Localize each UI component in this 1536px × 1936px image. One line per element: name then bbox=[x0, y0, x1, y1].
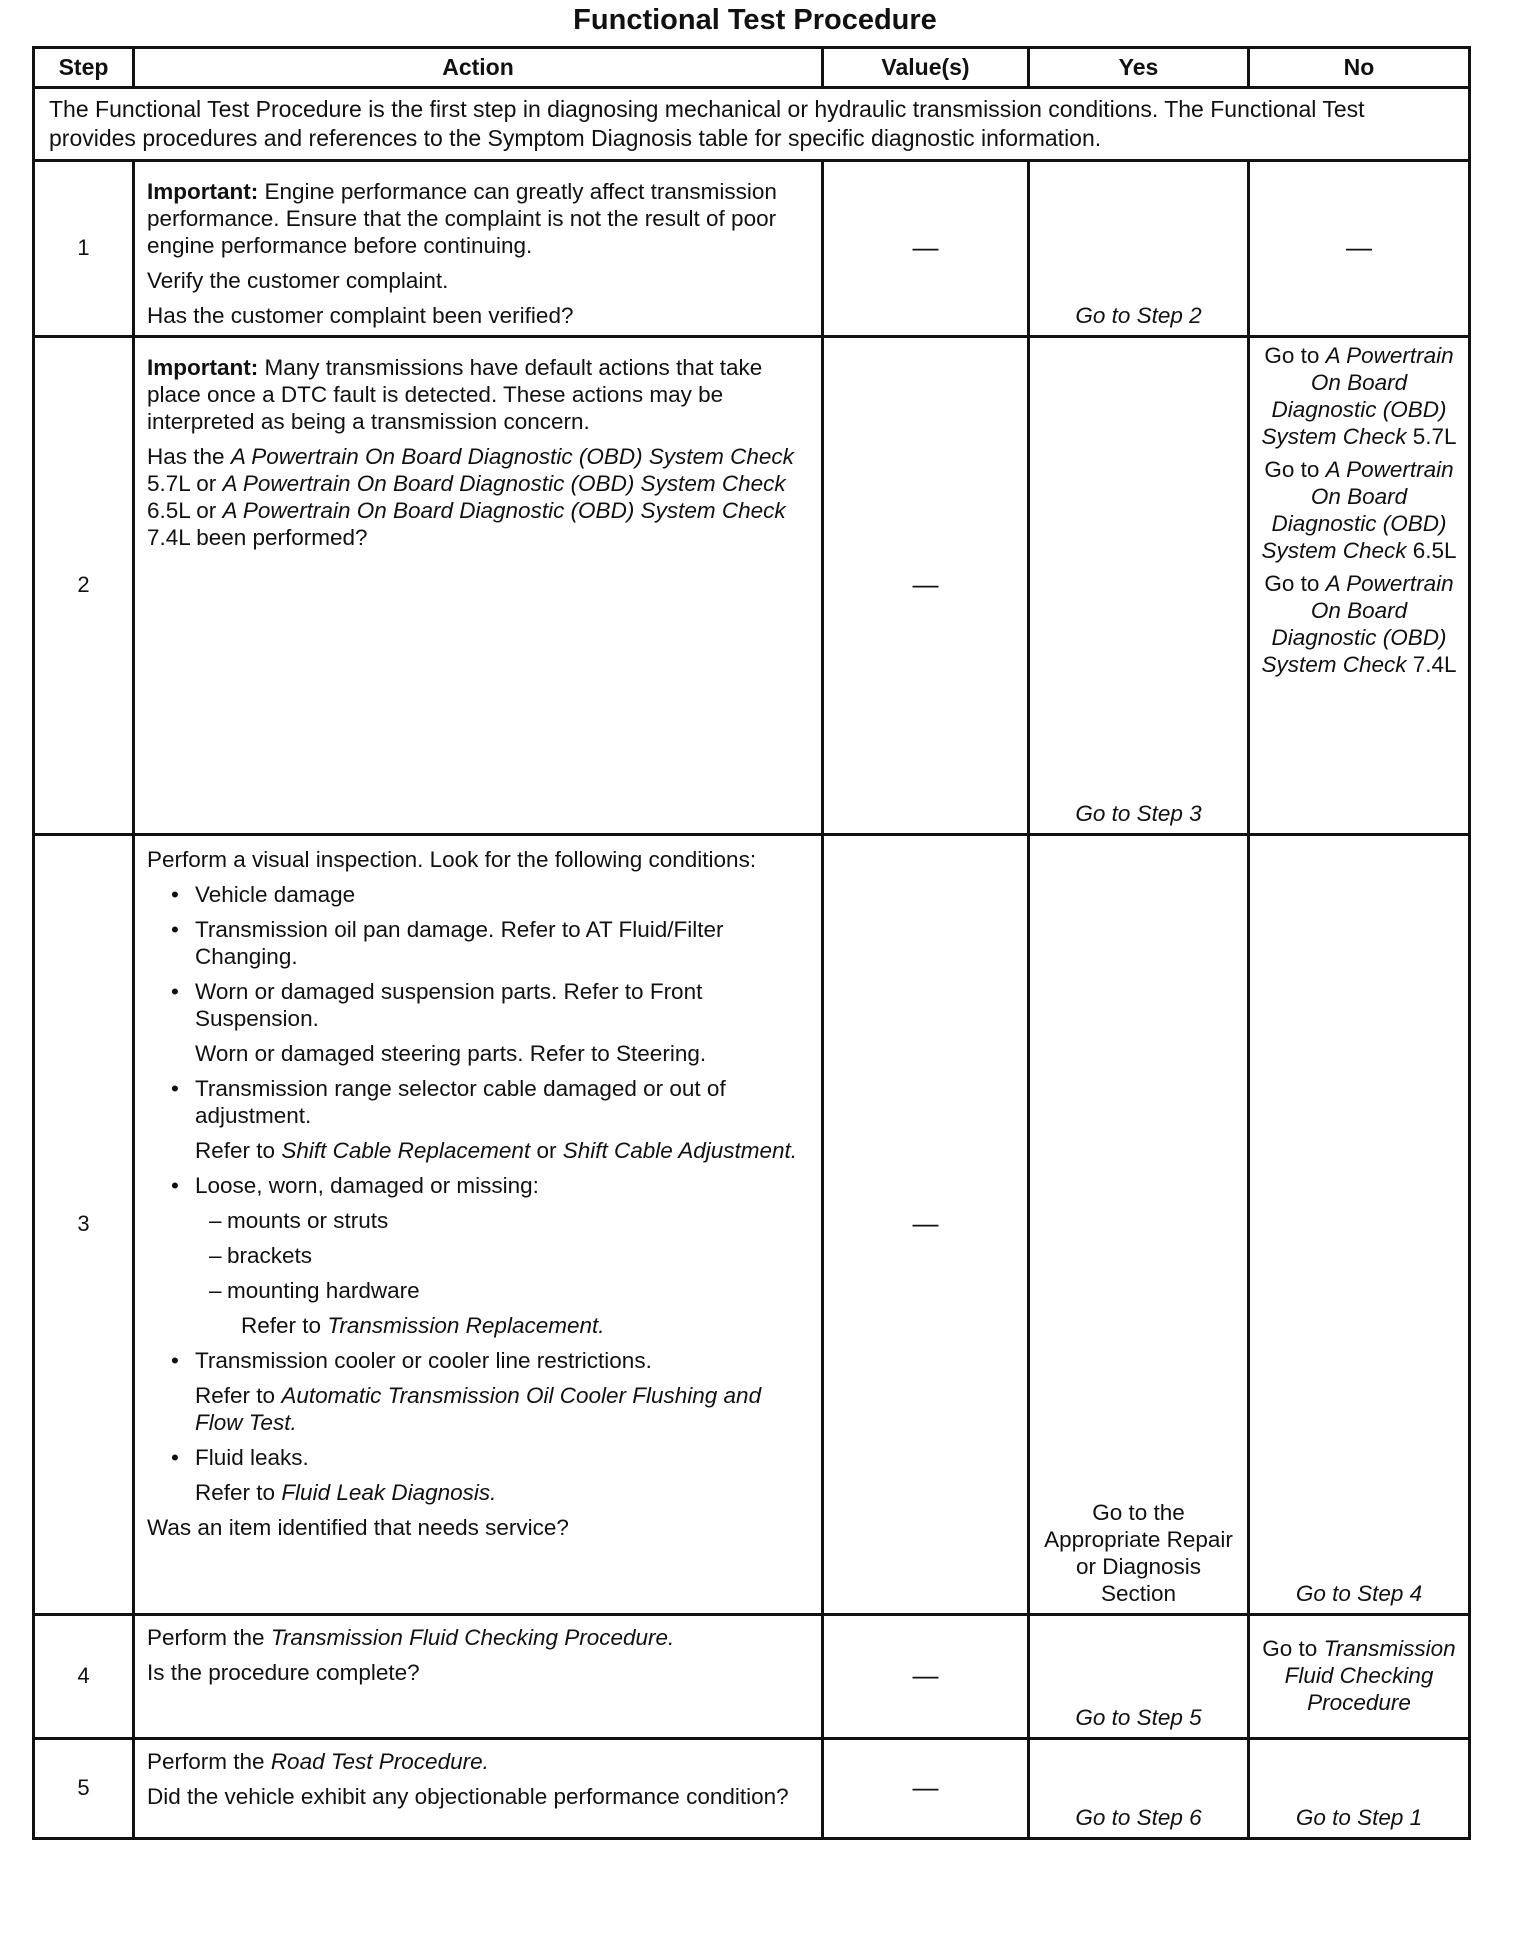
step-number: 1 bbox=[34, 160, 134, 336]
yes-cell bbox=[1029, 1738, 1249, 1838]
no-cell bbox=[1249, 834, 1470, 1614]
header-row bbox=[34, 48, 1470, 88]
intro-text: The Functional Test Procedure is the first step in diagnosing mechanical or hydraulic transmission conditions. The Functional Test provides procedures and references to the Symptom Diagnosis table for specific diagnostic information. bbox=[34, 88, 1470, 161]
yes-link[interactable]: Go to Step 2 bbox=[1075, 302, 1202, 328]
question-prefix: Has the bbox=[147, 443, 225, 469]
table-row bbox=[34, 834, 1470, 1614]
list-item: • Loose, worn, damaged or missing: bbox=[147, 1172, 809, 1199]
action-text: Perform the bbox=[147, 1748, 265, 1774]
list-note: Refer to Shift Cable Replacement or Shift Cable Adjustment. bbox=[195, 1137, 798, 1163]
table-row bbox=[34, 160, 1470, 336]
list-item: • Fluid leaks. bbox=[147, 1444, 809, 1471]
yes-cell bbox=[1029, 336, 1249, 834]
action-cell bbox=[134, 160, 823, 336]
action-text: Perform the bbox=[147, 1624, 265, 1650]
action-question: Is the procedure complete? bbox=[147, 1659, 420, 1685]
sub-list-item: – mounting hardware bbox=[147, 1277, 809, 1304]
list-note: Refer to Transmission Replacement. bbox=[241, 1312, 605, 1338]
list-item: • Transmission cooler or cooler line restrictions. bbox=[147, 1347, 809, 1374]
no-link[interactable]: Go to Step 1 bbox=[1295, 1804, 1423, 1830]
step-number: 4 bbox=[34, 1614, 134, 1738]
yes-cell bbox=[1029, 160, 1249, 336]
action-cell bbox=[134, 336, 823, 834]
page-title: Functional Test Procedure bbox=[573, 4, 937, 36]
action-question: Was an item identified that needs service? bbox=[147, 1514, 569, 1540]
question-text: 6.5L or bbox=[147, 497, 217, 523]
list-item: • Transmission range selector cable damaged or out of adjustment. bbox=[147, 1075, 809, 1129]
action-question: Did the vehicle exhibit any objectionable performance condition? bbox=[147, 1783, 789, 1809]
no-cell: — bbox=[1249, 160, 1470, 336]
action-cell bbox=[134, 1614, 823, 1738]
question-text: 7.4L been performed? bbox=[147, 524, 368, 550]
reference-link[interactable]: Road Test Procedure. bbox=[270, 1748, 489, 1774]
table-row bbox=[34, 336, 1470, 834]
list-note: Refer to Fluid Leak Diagnosis. bbox=[195, 1479, 497, 1505]
procedure-table bbox=[32, 46, 1471, 1840]
action-cell bbox=[134, 1738, 823, 1838]
no-cell bbox=[1249, 1738, 1470, 1838]
table-row bbox=[34, 1738, 1470, 1838]
value-cell: — bbox=[823, 1738, 1029, 1838]
value-cell: — bbox=[823, 160, 1029, 336]
yes-cell bbox=[1029, 834, 1249, 1614]
yes-link[interactable]: Go to Step 5 bbox=[1075, 1704, 1202, 1730]
sub-list-item: – brackets bbox=[147, 1242, 809, 1269]
step-number: 3 bbox=[34, 834, 134, 1614]
reference-link[interactable]: Shift Cable Replacement bbox=[281, 1137, 531, 1163]
no-link[interactable]: Go to A Powertrain On Board Diagnostic (OBD) System Check 7.4L bbox=[1261, 570, 1457, 677]
reference-link[interactable]: Fluid Leak Diagnosis. bbox=[281, 1479, 497, 1505]
reference-link[interactable]: Shift Cable Adjustment. bbox=[562, 1137, 798, 1163]
yes-link[interactable]: Go to the Appropriate Repair or Diagnosis Section bbox=[1044, 1499, 1233, 1606]
step-number: 2 bbox=[34, 336, 134, 834]
list-item: • Vehicle damage bbox=[147, 881, 809, 908]
sub-list-item: – mounts or struts bbox=[147, 1207, 809, 1234]
value-cell: — bbox=[823, 1614, 1029, 1738]
no-cell bbox=[1249, 336, 1470, 834]
action-line: Verify the customer complaint. bbox=[147, 267, 449, 293]
no-link[interactable]: Go to Step 4 bbox=[1295, 1580, 1423, 1606]
no-cell bbox=[1249, 1614, 1470, 1738]
no-link[interactable]: Go to A Powertrain On Board Diagnostic (OBD) System Check 5.7L bbox=[1261, 342, 1457, 449]
value-cell: — bbox=[823, 336, 1029, 834]
reference-link[interactable]: A Powertrain On Board Diagnostic (OBD) System Check bbox=[230, 443, 794, 469]
reference-link[interactable]: A Powertrain On Board Diagnostic (OBD) System Check bbox=[222, 497, 786, 523]
header-step: Step bbox=[34, 48, 134, 88]
header-values: Value(s) bbox=[823, 48, 1029, 88]
list-note: Refer to Automatic Transmission Oil Cooler Flushing and Flow Test. bbox=[195, 1382, 762, 1435]
value-cell: — bbox=[823, 834, 1029, 1614]
yes-link[interactable]: Go to Step 3 bbox=[1075, 800, 1202, 826]
important-text: Many transmissions have default actions that take place once a DTC fault is detected. These actions may be interpreted as being a transmission concern. bbox=[147, 354, 763, 434]
reference-link[interactable]: Transmission Replacement. bbox=[327, 1312, 605, 1338]
header-action: Action bbox=[134, 48, 823, 88]
header-yes: Yes bbox=[1029, 48, 1249, 88]
action-question bbox=[147, 443, 809, 551]
table-row bbox=[34, 1614, 1470, 1738]
no-link[interactable]: Go to A Powertrain On Board Diagnostic (OBD) System Check 6.5L bbox=[1261, 456, 1457, 563]
important-text: Engine performance can greatly affect transmission performance. Ensure that the complaint is not the result of poor engine performance before continuing. bbox=[147, 178, 777, 258]
action-intro: Perform a visual inspection. Look for the following conditions: bbox=[147, 846, 757, 872]
yes-link[interactable]: Go to Step 6 bbox=[1075, 1804, 1202, 1830]
question-text: 5.7L or bbox=[147, 470, 217, 496]
action-question: Has the customer complaint been verified? bbox=[147, 302, 574, 328]
reference-link[interactable]: Automatic Transmission Oil Cooler Flushing and Flow Test. bbox=[195, 1382, 762, 1435]
list-note: Worn or damaged steering parts. Refer to Steering. bbox=[195, 1040, 707, 1066]
important-label: Important: bbox=[147, 354, 259, 380]
step-number: 5 bbox=[34, 1738, 134, 1838]
important-label: Important: bbox=[147, 178, 259, 204]
reference-link[interactable]: A Powertrain On Board Diagnostic (OBD) System Check bbox=[222, 470, 786, 496]
header-no: No bbox=[1249, 48, 1470, 88]
list-item: • Transmission oil pan damage. Refer to AT Fluid/Filter Changing. bbox=[147, 916, 809, 970]
intro-row bbox=[34, 88, 1470, 161]
yes-cell bbox=[1029, 1614, 1249, 1738]
list-item: • Worn or damaged suspension parts. Refer to Front Suspension. bbox=[147, 978, 809, 1032]
no-link[interactable]: Go to Transmission Fluid Checking Procedure bbox=[1262, 1635, 1456, 1715]
reference-link[interactable]: Transmission Fluid Checking Procedure. bbox=[270, 1624, 675, 1650]
action-cell bbox=[134, 834, 823, 1614]
